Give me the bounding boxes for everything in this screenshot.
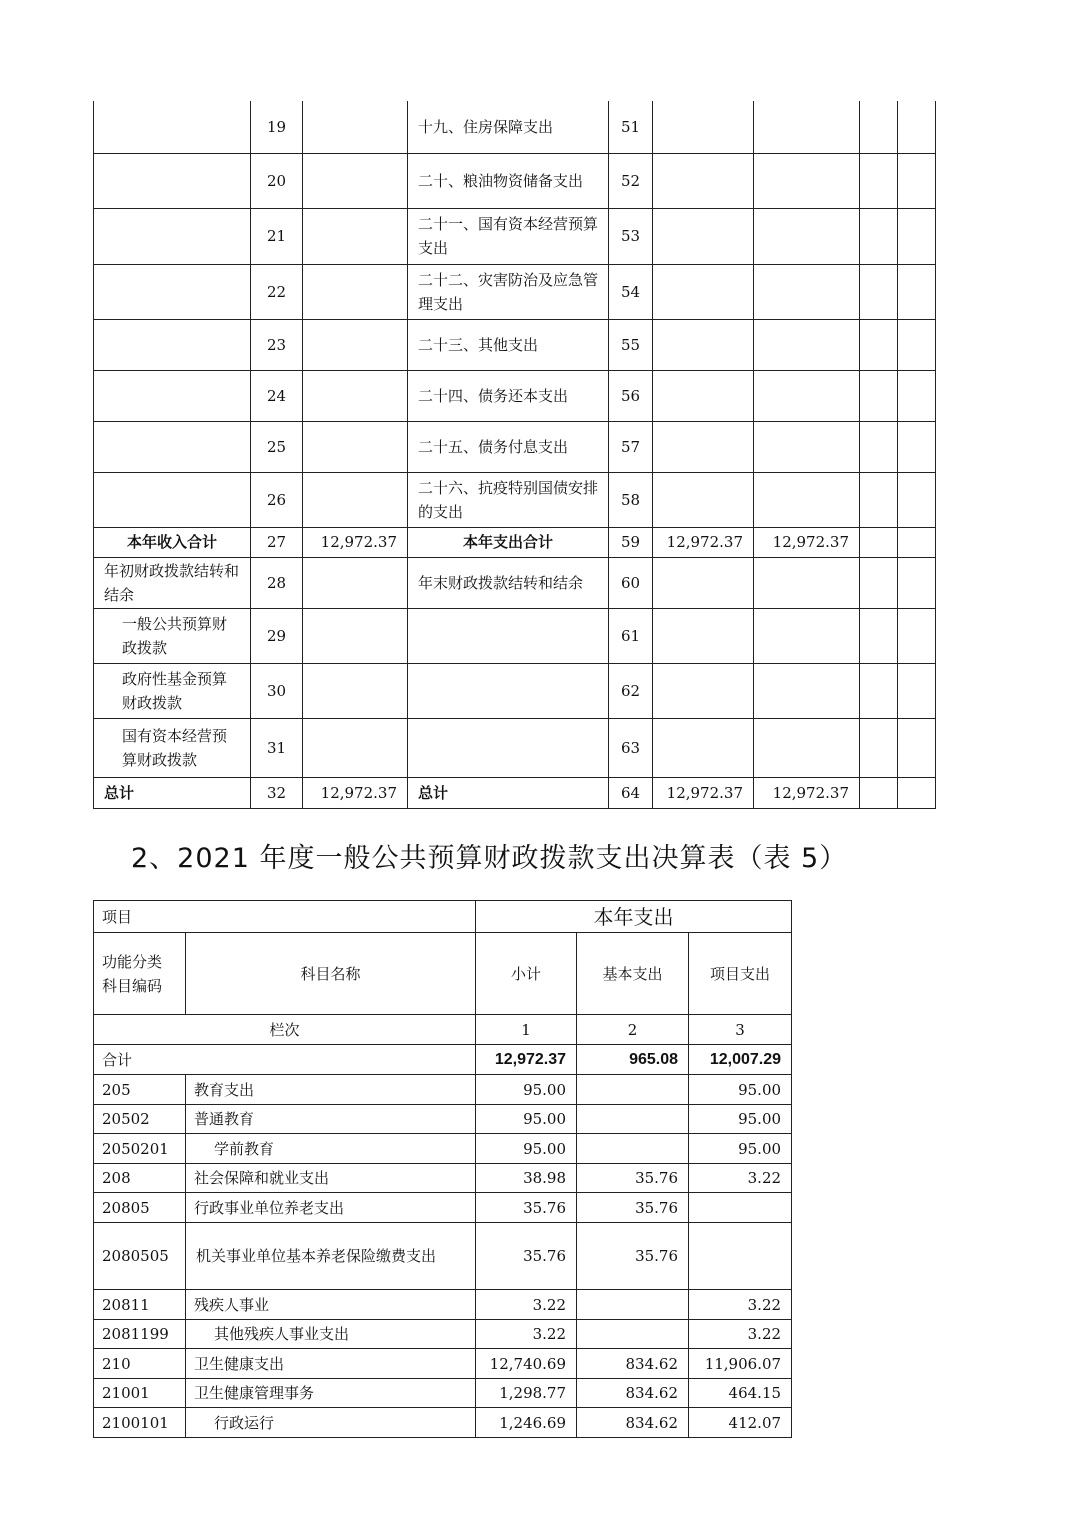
- header-row: [94, 901, 792, 933]
- amount: 464.15: [689, 1379, 792, 1408]
- header-project: 项目支出: [689, 933, 792, 1015]
- header-item: 项目: [94, 901, 476, 933]
- amount: 3.22: [476, 1320, 577, 1349]
- amount: 12,972.37: [754, 777, 860, 808]
- amount: [689, 1223, 792, 1290]
- total-label: 本年支出合计: [408, 527, 609, 557]
- header-row: [94, 933, 792, 1015]
- code-cell: 208: [94, 1164, 186, 1193]
- row-number: 25: [251, 421, 303, 472]
- table-row: [94, 319, 936, 370]
- row-number: 63: [609, 718, 653, 777]
- amount: 3.22: [476, 1290, 577, 1320]
- row-number: 30: [251, 663, 303, 718]
- amount: 965.08: [577, 1045, 689, 1075]
- row-number: 56: [609, 370, 653, 421]
- row-number: 53: [609, 208, 653, 264]
- expense-item: 二十六、抗疫特别国债安排的支出: [408, 472, 609, 527]
- table-row: [94, 663, 936, 718]
- row-number: 59: [609, 527, 653, 557]
- row-number: 19: [251, 101, 303, 153]
- amount: [577, 1320, 689, 1349]
- row-number: 54: [609, 264, 653, 319]
- table-row: [94, 557, 936, 608]
- amount: 95.00: [689, 1105, 792, 1134]
- amount: 12,007.29: [689, 1045, 792, 1075]
- table-row: [94, 1164, 792, 1193]
- code-cell: 20805: [94, 1193, 186, 1223]
- row-label: 国有资本经营预算财政拨款: [94, 718, 251, 777]
- code-cell: 20811: [94, 1290, 186, 1320]
- table-row: [94, 421, 936, 472]
- total-label: 总计: [94, 777, 251, 808]
- table-row: [94, 1075, 792, 1105]
- amount: 35.76: [476, 1193, 577, 1223]
- row-number: 62: [609, 663, 653, 718]
- row-number: 55: [609, 319, 653, 370]
- name-cell: 社会保障和就业支出: [186, 1164, 476, 1193]
- amount: 12,972.37: [754, 527, 860, 557]
- income-expense-table: [93, 101, 936, 809]
- table-row: [94, 472, 936, 527]
- amount: 12,972.37: [653, 777, 754, 808]
- total-label: 总计: [408, 777, 609, 808]
- table-row: [94, 1134, 792, 1164]
- row-label: [408, 608, 609, 663]
- income-total-row: [94, 527, 936, 557]
- header-basic: 基本支出: [577, 933, 689, 1015]
- row-number: 61: [609, 608, 653, 663]
- general-budget-expense-table: [93, 900, 792, 1438]
- total-label: 本年收入合计: [94, 527, 251, 557]
- row-label: 年末财政拨款结转和结余: [408, 557, 609, 608]
- amount: 11,906.07: [689, 1349, 792, 1379]
- table-row: [94, 1223, 792, 1290]
- name-cell: 卫生健康管理事务: [186, 1379, 476, 1408]
- amount: 3.22: [689, 1290, 792, 1320]
- row-number: 22: [251, 264, 303, 319]
- name-cell: 普通教育: [186, 1105, 476, 1134]
- row-number: 57: [609, 421, 653, 472]
- column-number: 2: [577, 1015, 689, 1045]
- amount: 3.22: [689, 1320, 792, 1349]
- row-number: 51: [609, 101, 653, 153]
- amount: 95.00: [476, 1075, 577, 1105]
- amount: 12,972.37: [653, 527, 754, 557]
- row-label: 一般公共预算财政拨款: [94, 608, 251, 663]
- row-number: 23: [251, 319, 303, 370]
- amount: 38.98: [476, 1164, 577, 1193]
- row-number: 21: [251, 208, 303, 264]
- amount: 1,298.77: [476, 1379, 577, 1408]
- header-subtotal: 小计: [476, 933, 577, 1015]
- name-cell: 残疾人事业: [186, 1290, 476, 1320]
- amount: [577, 1290, 689, 1320]
- table-row: [94, 1105, 792, 1134]
- column-number-row: [94, 1015, 792, 1045]
- expense-item: 二十三、其他支出: [408, 319, 609, 370]
- amount: 35.76: [577, 1193, 689, 1223]
- table-row: [94, 153, 936, 208]
- row-number: 24: [251, 370, 303, 421]
- header-code: 功能分类科目编码: [94, 933, 186, 1015]
- row-label: 政府性基金预算财政拨款: [94, 663, 251, 718]
- table-row: [94, 1379, 792, 1408]
- header-annual-expense: 本年支出: [476, 901, 792, 933]
- name-cell: 教育支出: [186, 1075, 476, 1105]
- code-cell: 2081199: [94, 1320, 186, 1349]
- expense-item: 二十四、债务还本支出: [408, 370, 609, 421]
- amount: 12,972.37: [476, 1045, 577, 1075]
- row-label: [408, 718, 609, 777]
- table-row: [94, 718, 936, 777]
- table-row: [94, 1408, 792, 1438]
- row-number: 60: [609, 557, 653, 608]
- header-column-index: 栏次: [94, 1015, 476, 1045]
- table-row: [94, 1320, 792, 1349]
- name-cell: 行政运行: [186, 1408, 476, 1438]
- table-row: [94, 1290, 792, 1320]
- expense-item: 二十、粮油物资储备支出: [408, 153, 609, 208]
- row-number: 26: [251, 472, 303, 527]
- amount: 12,972.37: [303, 777, 408, 808]
- code-cell: 2100101: [94, 1408, 186, 1438]
- amount: 3.22: [689, 1164, 792, 1193]
- amount: 95.00: [476, 1134, 577, 1164]
- expense-item: 二十五、债务付息支出: [408, 421, 609, 472]
- row-number: 20: [251, 153, 303, 208]
- amount: 95.00: [689, 1134, 792, 1164]
- amount: 35.76: [476, 1223, 577, 1290]
- code-cell: 20502: [94, 1105, 186, 1134]
- table-row: [94, 101, 936, 153]
- expense-item: 二十一、国有资本经营预算支出: [408, 208, 609, 264]
- amount: 834.62: [577, 1408, 689, 1438]
- amount: 35.76: [577, 1223, 689, 1290]
- code-cell: 210: [94, 1349, 186, 1379]
- table-row: [94, 264, 936, 319]
- amount: 1,246.69: [476, 1408, 577, 1438]
- amount: [577, 1075, 689, 1105]
- name-cell: 行政事业单位养老支出: [186, 1193, 476, 1223]
- code-cell: 21001: [94, 1379, 186, 1408]
- row-number: 28: [251, 557, 303, 608]
- amount: 95.00: [476, 1105, 577, 1134]
- row-number: 58: [609, 472, 653, 527]
- column-number: 1: [476, 1015, 577, 1045]
- amount: 35.76: [577, 1164, 689, 1193]
- amount: 834.62: [577, 1379, 689, 1408]
- code-cell: 2050201: [94, 1134, 186, 1164]
- code-cell: 205: [94, 1075, 186, 1105]
- name-cell: 其他残疾人事业支出: [186, 1320, 476, 1349]
- header-name: 科目名称: [186, 933, 476, 1015]
- amount: 12,972.37: [303, 527, 408, 557]
- row-number: 29: [251, 608, 303, 663]
- name-cell: 学前教育: [186, 1134, 476, 1164]
- row-number: 32: [251, 777, 303, 808]
- row-number: 27: [251, 527, 303, 557]
- name-cell: 机关事业单位基本养老保险缴费支出: [186, 1223, 476, 1290]
- row-number: 64: [609, 777, 653, 808]
- amount: 12,740.69: [476, 1349, 577, 1379]
- expense-item: 十九、住房保障支出: [408, 101, 609, 153]
- amount: 834.62: [577, 1349, 689, 1379]
- expense-item: 二十二、灾害防治及应急管理支出: [408, 264, 609, 319]
- total-label: 合计: [94, 1045, 476, 1075]
- row-number: 31: [251, 718, 303, 777]
- table-row: [94, 208, 936, 264]
- column-number: 3: [689, 1015, 792, 1045]
- total-row: [94, 1045, 792, 1075]
- name-cell: 卫生健康支出: [186, 1349, 476, 1379]
- amount: 95.00: [689, 1075, 792, 1105]
- amount: [577, 1105, 689, 1134]
- table-row: [94, 608, 936, 663]
- table-row: [94, 1193, 792, 1223]
- table-row: [94, 1349, 792, 1379]
- row-number: 52: [609, 153, 653, 208]
- section-title: 2、2021 年度一般公共预算财政拨款支出决算表（表 5）: [131, 843, 848, 874]
- row-label: 年初财政拨款结转和结余: [94, 557, 251, 608]
- code-cell: 2080505: [94, 1223, 186, 1290]
- row-label: [408, 663, 609, 718]
- table-row: [94, 370, 936, 421]
- amount: [577, 1134, 689, 1164]
- amount: 412.07: [689, 1408, 792, 1438]
- amount: [689, 1193, 792, 1223]
- grand-total-row: [94, 777, 936, 808]
